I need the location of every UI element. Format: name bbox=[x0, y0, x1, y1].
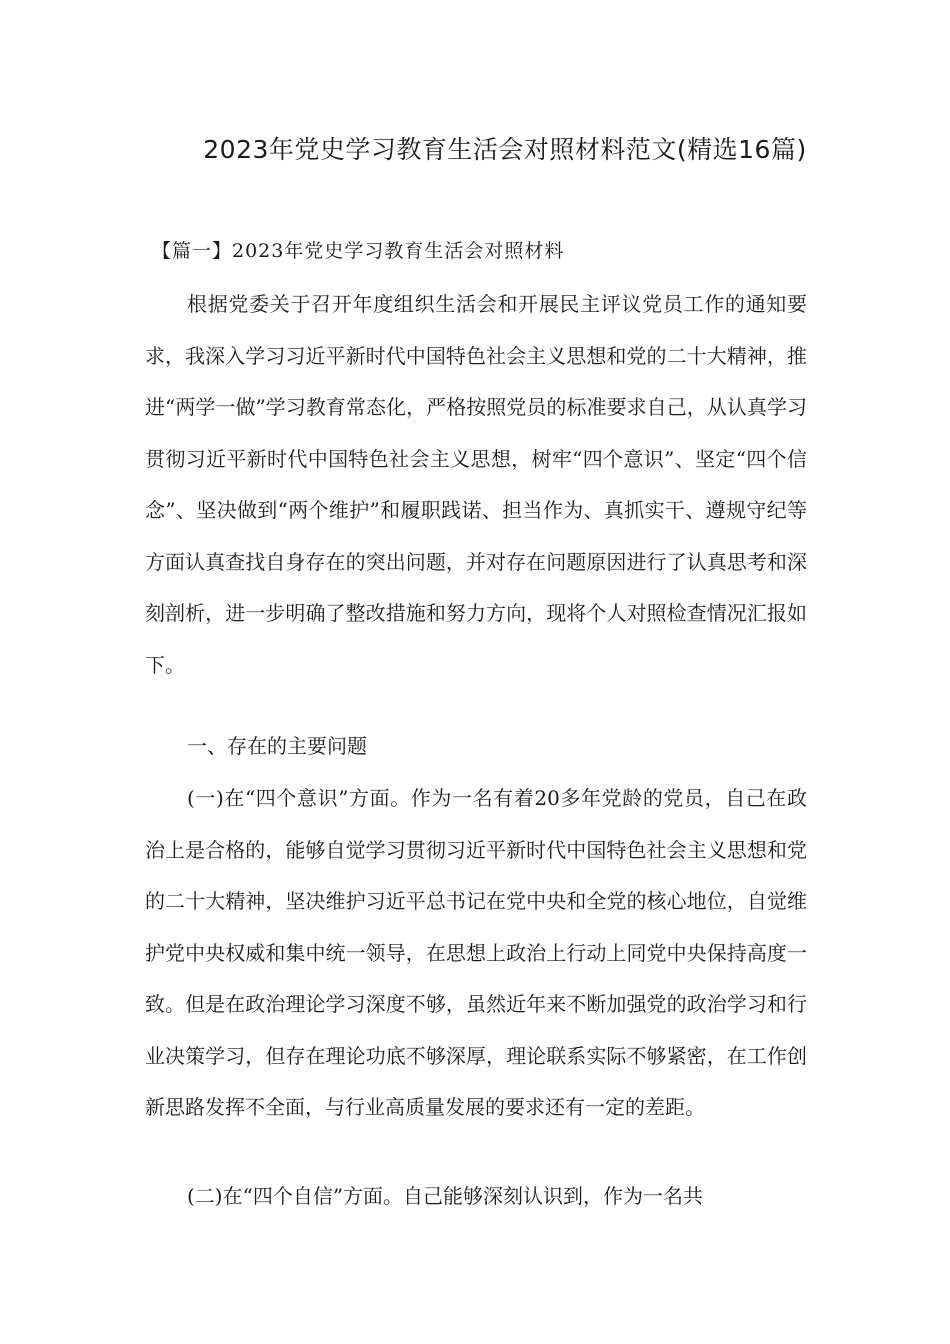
body-paragraph: (一)在“四个意识”方面。作为一名有着20多年党龄的党员，自己在政治上是合格的，能够自觉学习贯彻习近平新时代中国特色社会主义思想和党的二十大精神，坚决维护习近平总书记在党中央和全党的核心地位，自觉维护党中央权威和集中统一领导，在思想上政治上行动上同党中央保持高度一致。但是在政治理论学习深度不够，虽然近年来不断加强党的政治学习和行业决策学习，但存在理论功底不够深厚，理论联系实际不够紧密，在工作创新思路发挥不全面，与行业高质量发展的要求还有一定的差距。 bbox=[145, 786, 807, 1119]
body-paragraph: 根据党委关于召开年度组织生活会和开展民主评议党员工作的通知要求，我深入学习习近平新时代中国特色社会主义思想和党的二十大精神，推进“两学一做”学习教育常态化，严格按照党员的标准要求自己，从认真学习贯彻习近平新时代中国特色社会主义思想，树牢“四个意识”、坚定“四个信念”、坚决做到“两个维护”和履职践诺、担当作为、真抓实干、遵规守纪等方面认真查找自身存在的突出问题，并对存在问题原因进行了认真思考和深刻剖析，进一步明确了整改措施和努力方向，现将个人对照检查情况汇报如下。 bbox=[145, 292, 807, 677]
subsection-heading: 一、存在的主要问题 bbox=[187, 734, 367, 758]
body-paragraph: (二)在“四个自信”方面。自己能够深刻认识到，作为一名共 bbox=[187, 1184, 704, 1208]
document-title: 2023年党史学习教育生活会对照材料范文(精选16篇) bbox=[203, 135, 807, 164]
section-heading: 【篇一】2023年党史学习教育生活会对照材料 bbox=[152, 240, 565, 262]
